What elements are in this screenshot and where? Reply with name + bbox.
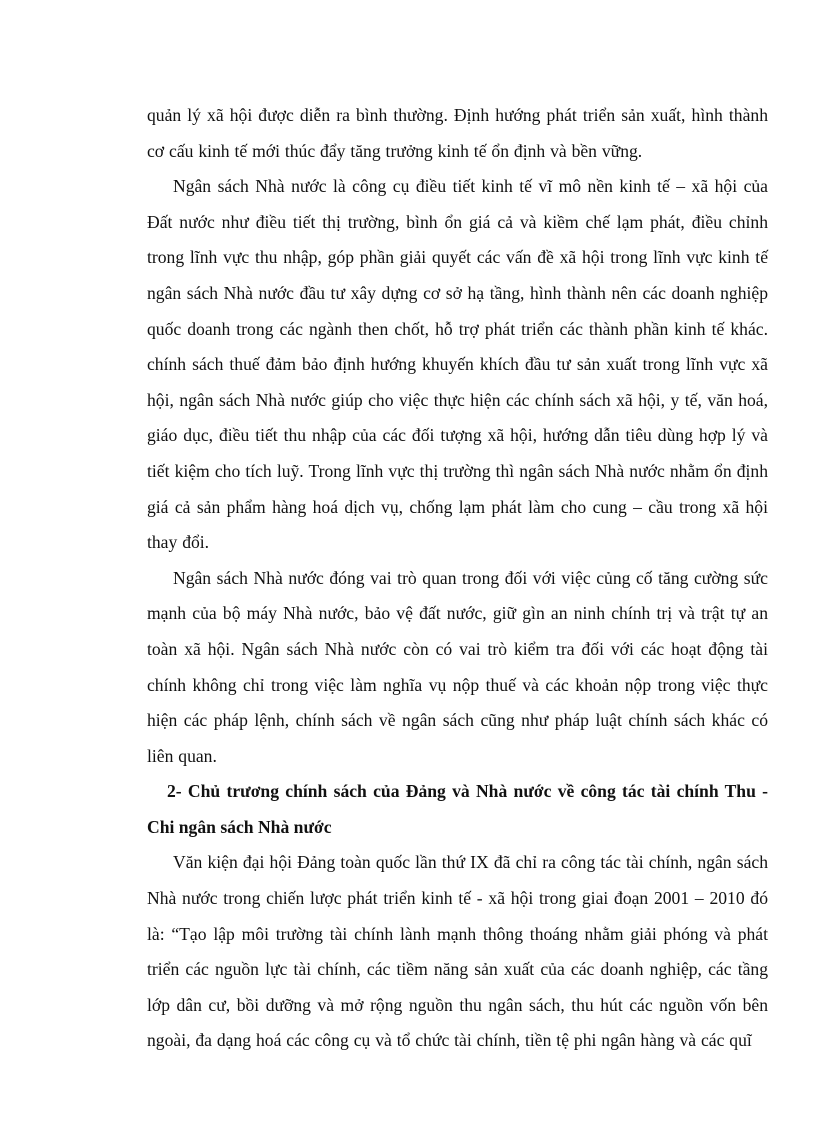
paragraph-party-congress: Văn kiện đại hội Đảng toàn quốc lần thứ IX đã chỉ ra công tác tài chính, ngân sách Nhà nước trong chiến lược phát triển kinh tế - xã hội trong giai đoạn 2001 – 2010 đó là: “Tạo lập môi trường tài chính lành mạnh thông thoáng nhằm giải phóng và phát triển các nguồn lực tài chính, các tiềm năng sản xuất của các doanh nghiệp, các tầng lớp dân cư, bồi dưỡng và mở rộng nguồn thu ngân sách, thu hút các nguồn vốn bên ngoài, đa dạng hoá các công cụ và tổ chức tài chính, tiền tệ phi ngân hàng và các quĩ: [147, 852, 768, 1051]
paragraph-continuation: quản lý xã hội được diễn ra bình thường. Định hướng phát triển sản xuất, hình thành cơ cấu kinh tế mới thúc đẩy tăng trưởng kinh tế ổn định và bền vững.: [147, 105, 768, 161]
paragraph-budget-role-economy: Ngân sách Nhà nước là công cụ điều tiết kinh tế vĩ mô nền kinh tế – xã hội của Đất nước như điều tiết thị trường, bình ổn giá cả và kiềm chế lạm phát, điều chỉnh trong lĩnh vực thu nhập, góp phần giải quyết các vấn đề xã hội trong lĩnh vực kinh tế ngân sách Nhà nước đầu tư xây dựng cơ sở hạ tầng, hình thành nên các doanh nghiệp quốc doanh trong các ngành then chốt, hỗ trợ phát triển các thành phần kinh tế khác. chính sách thuế đảm bảo định hướng khuyến khích đầu tư sản xuất trong lĩnh vực xã hội, ngân sách Nhà nước giúp cho việc thực hiện các chính sách xã hội, y tế, văn hoá, giáo dục, điều tiết thu nhập của các đối tượng xã hội, hướng dẫn tiêu dùng hợp lý và tiết kiệm cho tích luỹ. Trong lĩnh vực thị trường thì ngân sách Nhà nước nhằm ổn định giá cả sản phẩm hàng hoá dịch vụ, chống lạm phát làm cho cung – cầu trong xã hội thay đổi.: [147, 176, 768, 553]
paragraph-budget-role-state: Ngân sách Nhà nước đóng vai trò quan trong đối với việc củng cố tăng cường sức mạnh của bộ máy Nhà nước, bảo vệ đất nước, giữ gìn an ninh chính trị và trật tự an toàn xã hội. Ngân sách Nhà nước còn có vai trò kiểm tra đối với các hoạt động tài chính không chỉ trong việc làm nghĩa vụ nộp thuế và các khoản nộp trong việc thực hiện các pháp lệnh, chính sách về ngân sách cũng như pháp luật chính sách khác có liên quan.: [147, 567, 768, 766]
section-heading: 2- Chủ trương chính sách của Đảng và Nhà nước về công tác tài chính Thu - Chi ngân sách Nhà nước: [147, 781, 768, 837]
document-body: [147, 98, 768, 1059]
